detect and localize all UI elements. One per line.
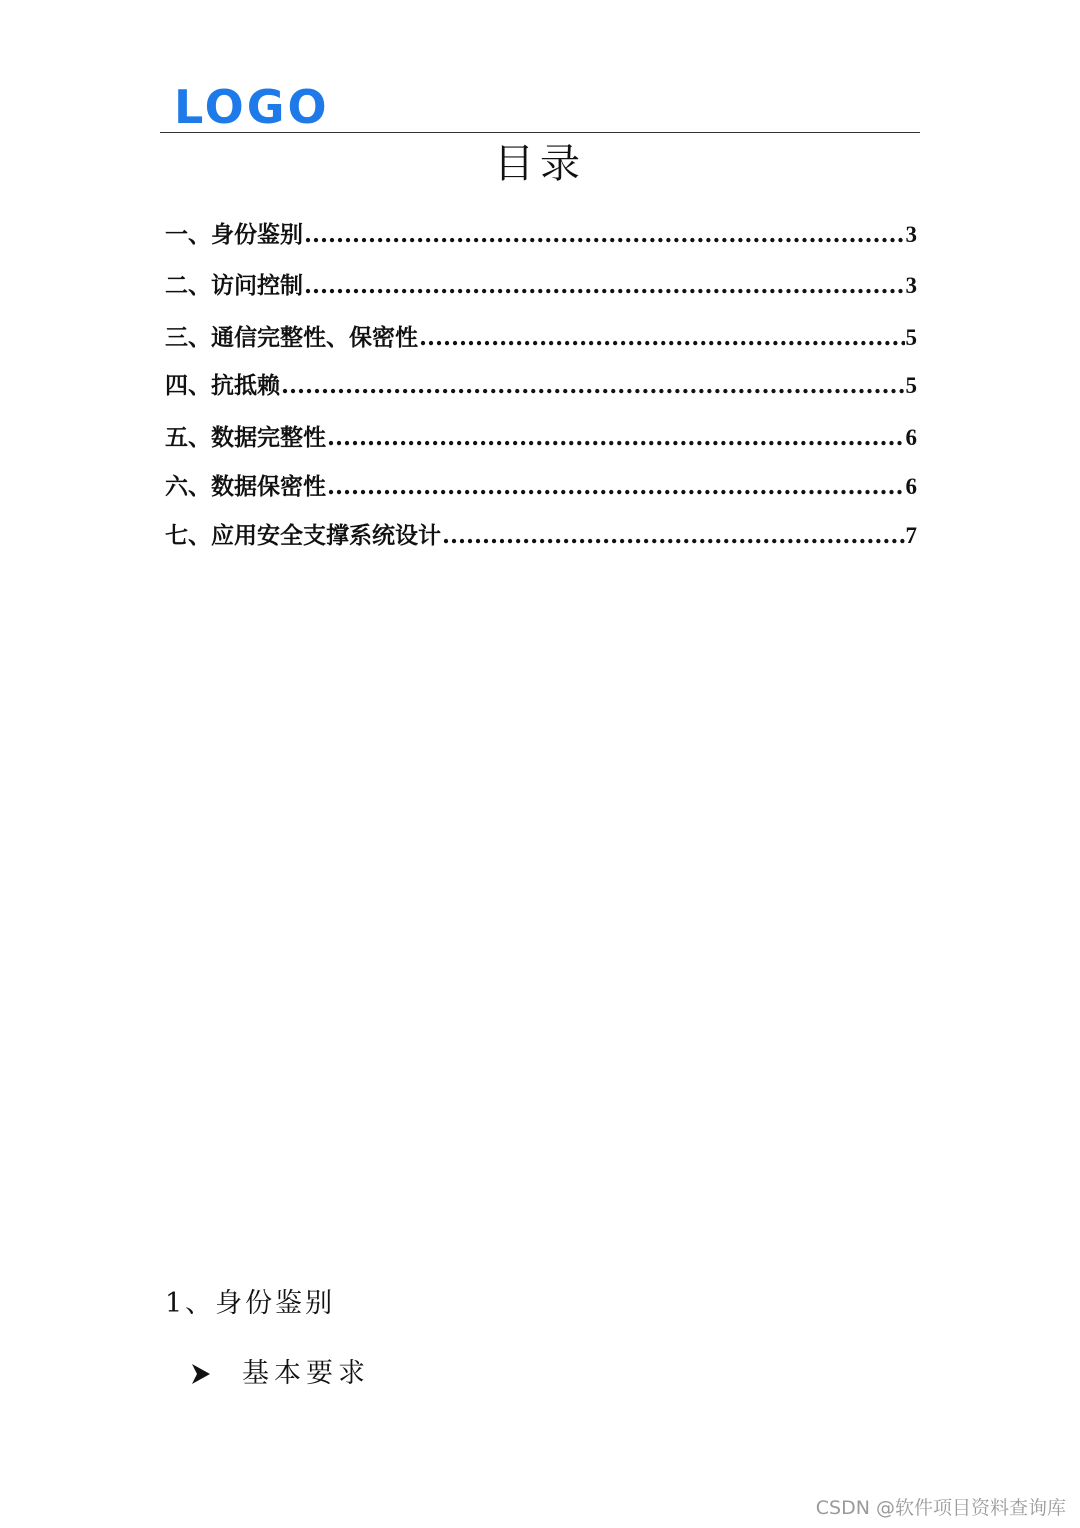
toc-dot-leader [419,323,905,353]
toc-dot-leader [304,220,905,250]
toc-entry[interactable] [165,472,917,502]
toc-entry[interactable] [165,220,917,250]
toc-page-number: 5 [905,373,917,398]
toc-entry-label: 七、应用安全支撑系统设计 [165,522,441,549]
logo: LOGO [174,80,330,134]
toc-entry[interactable] [165,371,917,401]
toc-page-number: 6 [905,425,917,450]
toc-entry-label: 六、数据保密性 [165,473,326,500]
toc-entry[interactable] [165,323,917,353]
toc-page-number: 7 [905,523,917,548]
toc-entry-label: 三、通信完整性、保密性 [165,324,418,351]
toc-title: 目录 [494,141,586,187]
toc-entry[interactable] [165,271,917,301]
toc-dot-leader [442,521,905,551]
toc-entry-label: 五、数据完整性 [165,424,326,451]
bullet-text: 基本要求 [242,1358,370,1389]
toc-page-number: 5 [905,325,917,350]
arrow-right-icon [190,1362,212,1386]
toc-entry[interactable] [165,521,917,551]
toc-dot-leader [281,371,905,401]
toc-dot-leader [327,423,905,453]
toc-page-number: 3 [905,273,917,298]
toc-entry[interactable] [165,423,917,453]
bullet-item [190,1356,370,1392]
toc-dot-leader [327,472,905,502]
toc-entry-label: 四、抗抵赖 [165,372,280,399]
toc-dot-leader [304,271,905,301]
section-heading: 1、身份鉴别 [165,1288,336,1319]
toc-entry-label: 一、身份鉴别 [165,221,303,248]
toc-page-number: 6 [905,474,917,499]
header-divider [160,132,920,133]
toc-entry-label: 二、访问控制 [165,272,303,299]
watermark: CSDN @软件项目资料查询库 [815,1497,1066,1519]
toc-page-number: 3 [905,222,917,247]
